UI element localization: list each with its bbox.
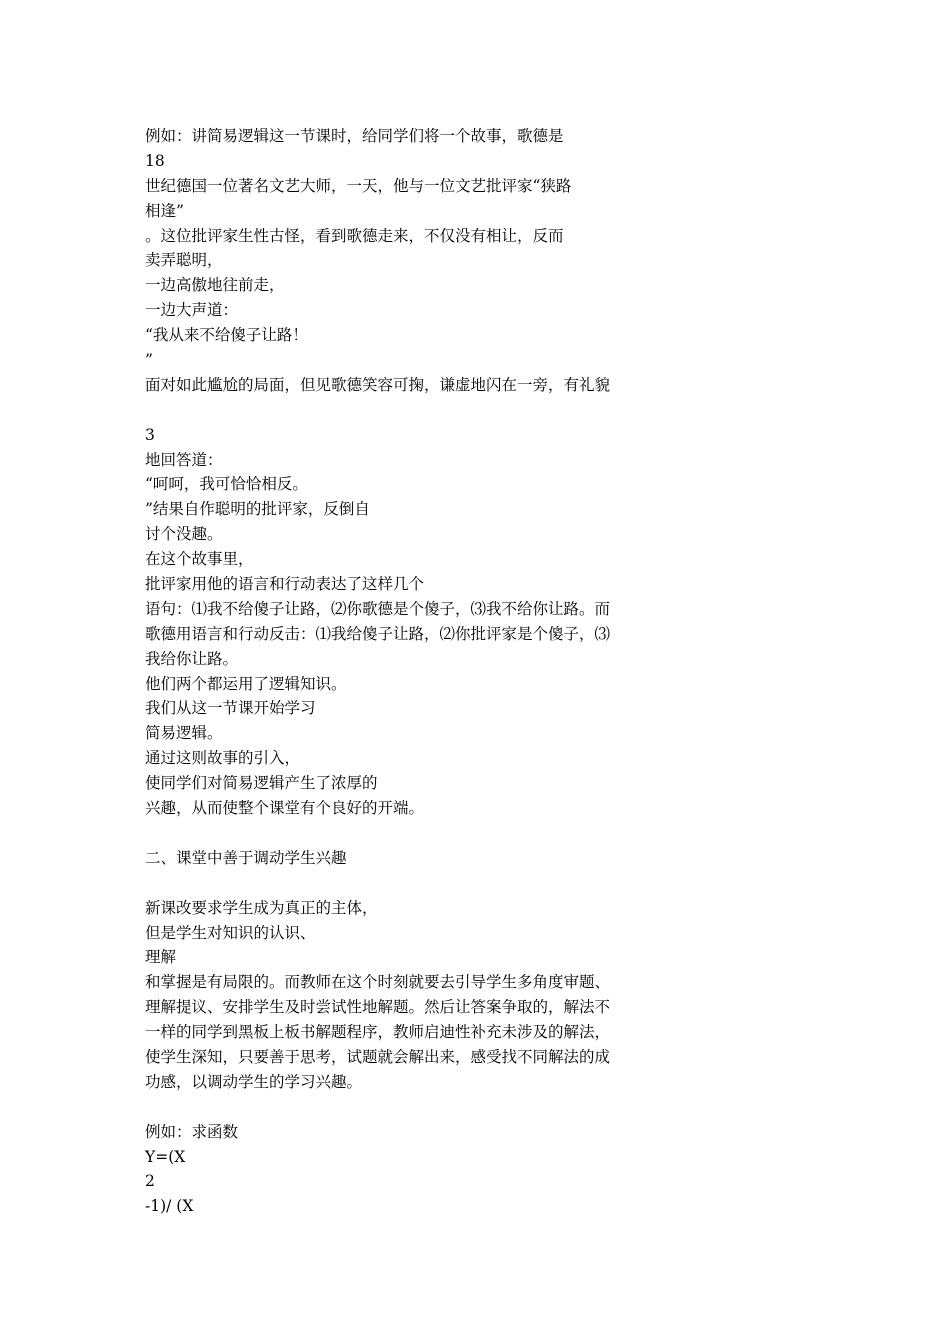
- text-line: 和掌握是有局限的。而教师在这个时刻就要去引导学生多角度审题、: [145, 973, 611, 992]
- text-line: 一样的同学到黑板上板书解题程序，教师启迪性补充未涉及的解法，: [145, 1023, 611, 1042]
- text-line: 卖弄聪明，: [145, 251, 223, 270]
- text-line: 相逢”: [145, 201, 184, 220]
- text-line: 新课改要求学生成为真正的主体，: [145, 898, 378, 917]
- text-line: “我从来不给傻子让路！: [145, 326, 308, 345]
- text-line: 面对如此尴尬的局面，但见歌德笑容可掬，谦虚地闪在一旁，有礼貌: [145, 375, 611, 394]
- text-line: 理解提议、安排学生及时尝试性地解题。然后让答案争取的，解法不: [145, 998, 611, 1017]
- text-line: 通过这则故事的引入，: [145, 749, 301, 768]
- text-line: 理解: [145, 948, 177, 967]
- text-line: 一边大声道：: [145, 301, 239, 320]
- text-line: 3: [145, 425, 155, 444]
- text-line: 世纪德国一位著名文艺大师，一天，他与一位文艺批评家“狭路: [145, 176, 572, 195]
- text-line: -1)/ (X: [145, 1197, 194, 1216]
- document-body: [145, 124, 665, 1219]
- text-line: 歌德用语言和行动反击：⑴我给傻子让路，⑵你批评家是个傻子，⑶: [145, 624, 611, 643]
- blank-line: [145, 871, 665, 896]
- text-line: 语句：⑴我不给傻子让路，⑵你歌德是个傻子，⑶我不给你让路。而: [145, 599, 611, 618]
- text-line: 在这个故事里，: [145, 550, 254, 569]
- text-line: ”: [145, 351, 153, 370]
- text-line: Y=(X: [145, 1147, 186, 1166]
- text-line: 地回答道：: [145, 450, 223, 469]
- text-line: 我们从这一节课开始学习: [145, 699, 316, 718]
- text-line: 一边高傲地往前走，: [145, 276, 285, 295]
- text-line: 我给你让路。: [145, 649, 239, 668]
- text-line: 讨个没趣。: [145, 525, 223, 544]
- text-line: 功感，以调动学生的学习兴趣。: [145, 1072, 363, 1091]
- text-line: 二、课堂中善于调动学生兴趣: [145, 848, 347, 867]
- text-line: 18: [145, 151, 165, 170]
- text-line: 但是学生对知识的认识、: [145, 923, 316, 942]
- text-line: 2: [145, 1172, 155, 1191]
- text-line: 例如：讲简易逻辑这一节课时，给同学们将一个故事，歌德是: [145, 127, 564, 145]
- blank-line: [145, 398, 665, 423]
- text-line: 例如：求函数: [145, 1122, 239, 1141]
- text-line: “呵呵，我可恰恰相反。: [145, 475, 308, 494]
- text-line: 简易逻辑。: [145, 724, 223, 743]
- text-line: 他们两个都运用了逻辑知识。: [145, 674, 347, 693]
- text-line: ”结果自作聪明的批评家，反倒自: [145, 500, 370, 519]
- blank-line: [145, 1095, 665, 1120]
- text-line: 使学生深知，只要善于思考，试题就会解出来，感受找不同解法的成: [145, 1047, 611, 1066]
- blank-line: [145, 821, 665, 846]
- text-line: 使同学们对简易逻辑产生了浓厚的: [145, 774, 378, 793]
- text-line: 批评家用他的语言和行动表达了这样几个: [145, 575, 425, 594]
- text-line: 。这位批评家生性古怪，看到歌德走来，不仅没有相让，反而: [145, 226, 564, 245]
- text-line: 兴趣，从而使整个课堂有个良好的开端。: [145, 799, 425, 818]
